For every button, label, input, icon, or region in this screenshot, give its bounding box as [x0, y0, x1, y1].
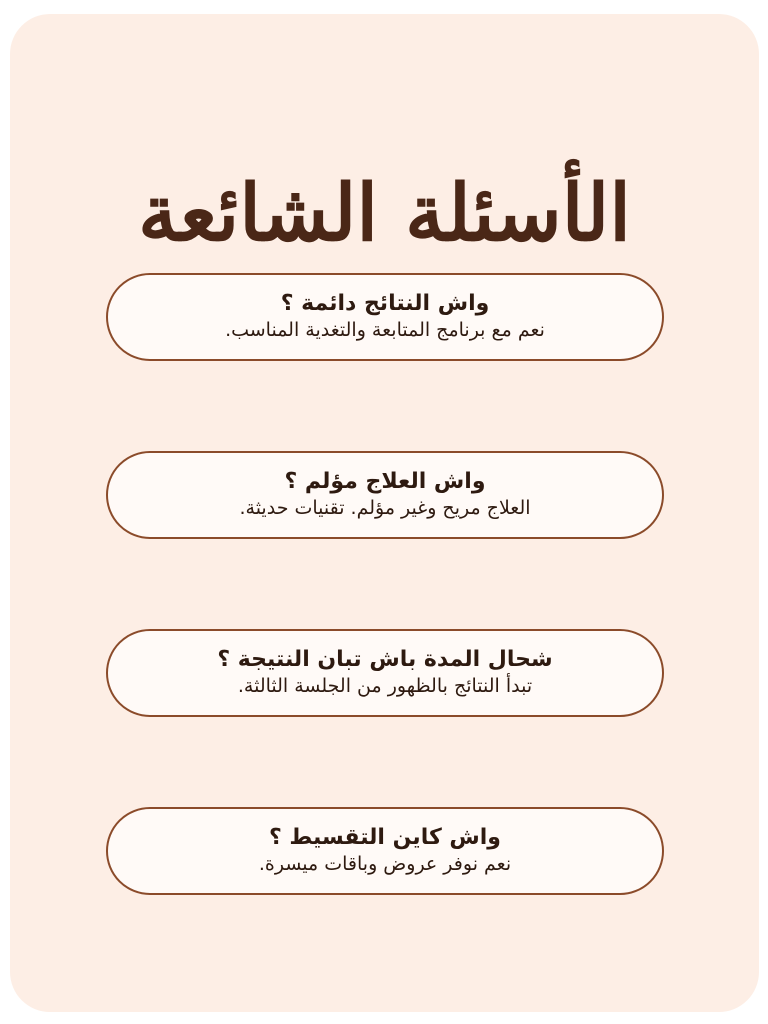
faq-question: واش كاين التقسيط ؟: [269, 824, 501, 850]
page-title: الأسئلة الشائعة: [138, 168, 631, 260]
faq-answer: نعم مع برنامج المتابعة والتغدية المناسب.: [225, 319, 545, 342]
faq-item[interactable]: [106, 273, 664, 361]
faq-question: واش العلاج مؤلم ؟: [284, 468, 486, 494]
faq-item[interactable]: [106, 807, 664, 895]
faq-answer: العلاج مريح وغير مؤلم. تقنيات حديثة.: [239, 497, 531, 520]
faq-question: واش النتائج دائمة ؟: [280, 290, 490, 316]
faq-item[interactable]: [106, 451, 664, 539]
faq-item[interactable]: [106, 629, 664, 717]
faq-answer: نعم نوفر عروض وباقات ميسرة.: [258, 853, 512, 876]
faq-card: [10, 14, 759, 1012]
faq-answer: تبدأ النتائج بالظهور من الجلسة الثالثة.: [237, 675, 533, 698]
faq-question: شحال المدة باش تبان النتيجة ؟: [217, 646, 553, 672]
